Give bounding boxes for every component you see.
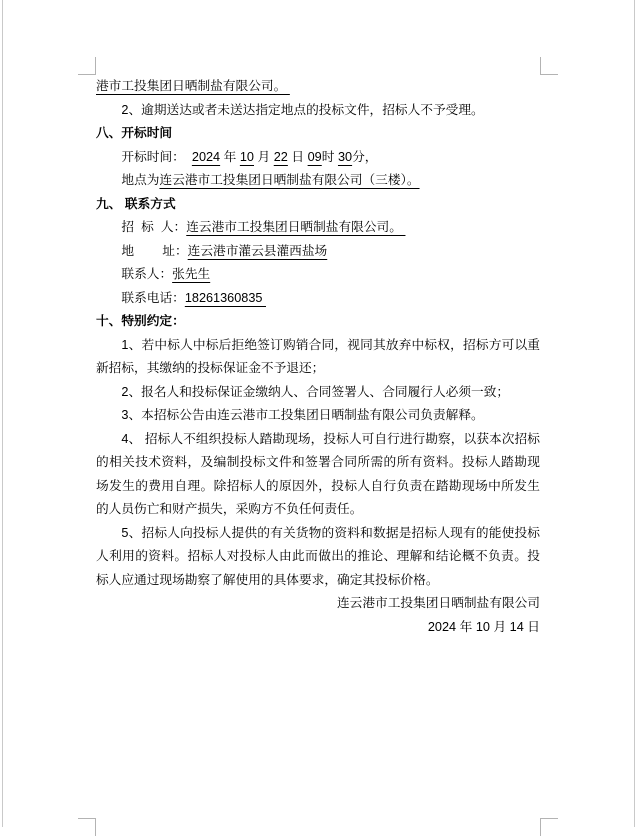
signature-company: 连云港市工投集团日晒制盐有限公司: [337, 596, 540, 610]
overdue-notice-line: 2、逾期送达或者未送达指定地点的投标文件，招标人不予受理。: [121, 102, 484, 117]
address-value: 连云港市灌云县灌西盐场: [187, 243, 328, 258]
time-year: 2024: [191, 149, 221, 164]
time-month: 10: [239, 149, 254, 164]
address-label: 地 址：: [121, 243, 188, 258]
time-year-unit: 年: [220, 149, 240, 164]
section-9-heading: 九、 联系方式: [96, 196, 176, 211]
special-term-1: 1、若中标人中标后拒绝签订购销合同，视同其放弃中标权，招标方可以重新招标，其缴纳的投标保证金不予退还；: [96, 337, 540, 375]
person-label: 联系人：: [121, 267, 173, 281]
contact-row-phone: [96, 287, 540, 311]
place-value: 连云港市工投集团日晒制盐有限公司（三楼）。: [159, 173, 420, 187]
crop-mark-bottom-right: [540, 818, 558, 836]
bid-open-time-line: [96, 146, 540, 170]
signature-date: 2024 年 10 月 14 日: [427, 619, 540, 634]
section-8-heading: 八、开标时间: [96, 126, 173, 140]
special-term-4: 4、 招标人不组织投标人踏勘现场，投标人可自行进行勘察，以获本次招标的相关技术资料，及编制投标文件和签署合同所需的所有资料。投标人踏勘现场发生的费用自理。除招标人的原因外，投标人自行负责在踏勘现场中所发生的人员伤亡和财产损失，采购方不负任何责任。: [96, 431, 540, 516]
time-month-unit: 月: [254, 149, 274, 164]
page-edge-left: [2, 0, 3, 827]
special-term-5: 5、招标人向投标人提供的有关货物的资料和数据是招标人现有的能使投标人利用的资料。招标人对投标人由此而做出的推论、理解和结论概不负责。投标人应通过现场勘察了解使用的具体要求，确定其投标价格。: [96, 525, 540, 587]
time-day-unit: 日: [287, 149, 308, 164]
phone-label: 联系电话：: [121, 290, 185, 305]
continuation-line: [96, 75, 540, 99]
special-term-3: 3、本招标公告由连云港市工投集团日晒制盐有限公司负责解释。: [121, 408, 484, 422]
continuation-text: 港市工投集团日晒制盐有限公司。: [96, 79, 290, 93]
time-label: 开标时间：: [121, 149, 192, 164]
time-minute: 30: [337, 149, 353, 164]
crop-mark-bottom-left: [78, 818, 96, 836]
section-10-heading: 十、特别约定：: [96, 314, 185, 328]
document-body: [96, 75, 540, 639]
crop-mark-top-left: [78, 57, 96, 75]
person-value: 张先生: [172, 267, 211, 281]
phone-value: 18261360835: [184, 290, 266, 305]
bidder-value: 连云港市工投集团日晒制盐有限公司。: [186, 220, 406, 234]
page-edge-right: [634, 0, 635, 827]
bidder-label: 招 标 人：: [121, 220, 187, 234]
time-hour-unit: 时: [321, 149, 338, 164]
time-minute-unit: 分，: [352, 149, 378, 164]
place-prefix: 地点为: [121, 173, 160, 187]
time-hour: 09: [307, 149, 322, 164]
time-day: 22: [273, 149, 288, 164]
contact-row-bidder: [96, 216, 540, 240]
bid-open-place-line: [96, 169, 540, 193]
contact-row-address: [96, 240, 540, 264]
special-term-2: 2、报名人和投标保证金缴纳人、合同签署人、合同履行人必须一致；: [121, 384, 510, 399]
crop-mark-top-right: [540, 57, 558, 75]
contact-row-person: [96, 263, 540, 287]
